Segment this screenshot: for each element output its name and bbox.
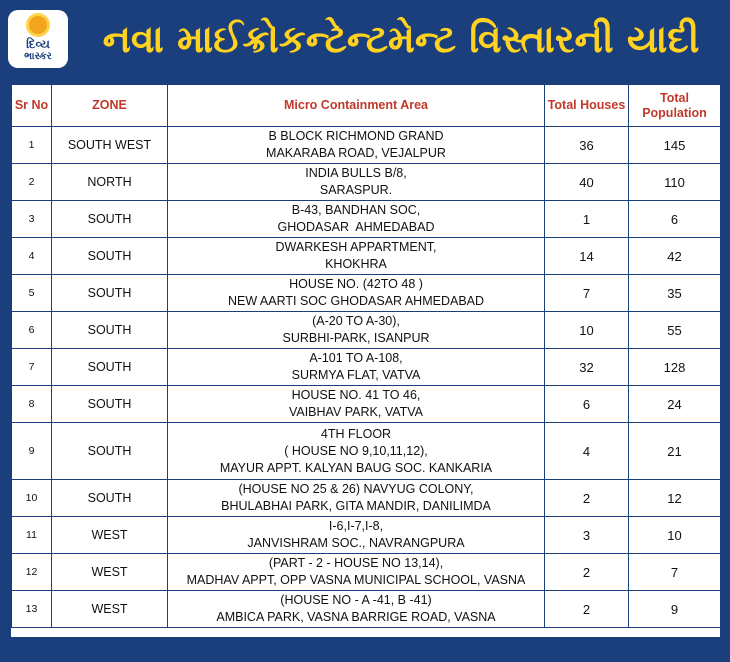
col-zone: ZONE: [52, 85, 168, 127]
cell-zone: NORTH: [52, 164, 168, 201]
cell-zone: WEST: [52, 591, 168, 628]
cell-area: [168, 480, 545, 517]
cell-total-houses: 2: [545, 554, 629, 591]
area-line: (HOUSE NO - A -41, B -41): [280, 593, 432, 607]
cell-area: [168, 238, 545, 275]
table-row: [12, 275, 721, 312]
table-row: [12, 164, 721, 201]
cell-sr-no: 1: [12, 127, 52, 164]
cell-total-population: 21: [629, 423, 721, 480]
cell-zone: WEST: [52, 554, 168, 591]
divya-bhaskar-logo: [8, 10, 68, 68]
cell-area: [168, 164, 545, 201]
area-line: A-101 TO A-108,: [309, 351, 403, 365]
cell-sr-no: 9: [12, 423, 52, 480]
table-row: [12, 591, 721, 628]
cell-sr-no: 11: [12, 517, 52, 554]
header-banner: [0, 0, 730, 78]
cell-zone: SOUTH: [52, 423, 168, 480]
cell-zone: SOUTH: [52, 275, 168, 312]
area-line: INDIA BULLS B/8,: [305, 166, 407, 180]
area-line: SURMYA FLAT, VATVA: [291, 368, 421, 382]
cell-sr-no: 4: [12, 238, 52, 275]
cell-total-population: 145: [629, 127, 721, 164]
col-houses: Total Houses: [545, 85, 629, 127]
area-line: NEW AARTI SOC GHODASAR AHMEDABAD: [227, 294, 485, 308]
area-line: ( HOUSE NO 9,10,11,12),: [284, 443, 428, 458]
area-line: (A-20 TO A-30),: [312, 314, 400, 328]
cell-area: [168, 423, 545, 480]
cell-area: [168, 275, 545, 312]
logo-line-2: ભાસ્કર: [24, 51, 52, 62]
cell-zone: SOUTH: [52, 201, 168, 238]
cell-area: [168, 517, 545, 554]
cell-area: [168, 591, 545, 628]
cell-zone: SOUTH WEST: [52, 127, 168, 164]
area-line: GHODASAR AHMEDABAD: [277, 220, 435, 234]
area-line: SARASPUR.: [319, 183, 393, 197]
table-row: [12, 423, 721, 480]
cell-total-population: 42: [629, 238, 721, 275]
cell-area: [168, 312, 545, 349]
logo-line-1: દિવ્ય: [26, 37, 50, 51]
cell-zone: SOUTH: [52, 312, 168, 349]
cell-total-population: 24: [629, 386, 721, 423]
cell-total-houses: 14: [545, 238, 629, 275]
table-row: [12, 386, 721, 423]
cell-sr-no: 13: [12, 591, 52, 628]
sun-icon: [29, 16, 47, 34]
cell-total-houses: 1: [545, 201, 629, 238]
table-row: [12, 127, 721, 164]
page-title: નવા માઈક્રોકન્ટેન્ટમેન્ટ વિસ્તારની યાદી: [102, 17, 700, 61]
cell-total-houses: 2: [545, 480, 629, 517]
footer-band: [0, 640, 730, 662]
area-line: HOUSE NO. (42TO 48 ): [289, 277, 423, 291]
area-line: MAYUR APPT. KALYAN BAUG SOC. KANKARIA: [219, 460, 493, 475]
area-line: B BLOCK RICHMOND GRAND: [268, 129, 444, 143]
cell-zone: SOUTH: [52, 386, 168, 423]
cell-total-population: 7: [629, 554, 721, 591]
cell-total-houses: 3: [545, 517, 629, 554]
area-line: AMBICA PARK, VASNA BARRIGE ROAD, VASNA: [216, 610, 496, 624]
cell-area: [168, 127, 545, 164]
area-line: HOUSE NO. 41 TO 46,: [291, 388, 421, 402]
area-line: SURBHI-PARK, ISANPUR: [282, 331, 430, 345]
area-line: B-43, BANDHAN SOC,: [291, 203, 421, 217]
table-row: [12, 517, 721, 554]
cell-total-houses: 7: [545, 275, 629, 312]
table-row: [12, 312, 721, 349]
cell-sr-no: 7: [12, 349, 52, 386]
area-line: MADHAV APPT, OPP VASNA MUNICIPAL SCHOOL, VASNA: [186, 573, 526, 587]
area-line: (PART - 2 - HOUSE NO 13,14),: [268, 556, 444, 570]
area-line: (HOUSE NO 25 & 26) NAVYUG COLONY,: [238, 482, 474, 496]
cell-total-houses: 32: [545, 349, 629, 386]
cell-sr-no: 3: [12, 201, 52, 238]
cell-area: [168, 201, 545, 238]
cell-total-houses: 36: [545, 127, 629, 164]
cell-total-houses: 40: [545, 164, 629, 201]
cell-zone: WEST: [52, 517, 168, 554]
cell-total-houses: 10: [545, 312, 629, 349]
area-line: MAKARABA ROAD, VEJALPUR: [266, 146, 446, 160]
cell-total-population: 128: [629, 349, 721, 386]
cell-zone: SOUTH: [52, 349, 168, 386]
cell-area: [168, 349, 545, 386]
area-line: I-6,I-7,I-8,: [328, 519, 384, 533]
cell-total-houses: 2: [545, 591, 629, 628]
area-line: BHULABHAI PARK, GITA MANDIR, DANILIMDA: [221, 499, 491, 513]
cell-sr-no: 2: [12, 164, 52, 201]
cell-total-population: 12: [629, 480, 721, 517]
cell-sr-no: 10: [12, 480, 52, 517]
containment-table: [11, 84, 721, 628]
table-row: [12, 201, 721, 238]
col-population: Total Population: [629, 85, 721, 127]
col-sr-no: Sr No: [12, 85, 52, 127]
col-area: Micro Containment Area: [168, 85, 545, 127]
cell-area: [168, 386, 545, 423]
cell-sr-no: 5: [12, 275, 52, 312]
area-line: KHOKHRA: [325, 257, 387, 271]
cell-total-houses: 4: [545, 423, 629, 480]
table-header-row: [12, 85, 721, 127]
table-body: [12, 127, 721, 628]
cell-total-population: 9: [629, 591, 721, 628]
area-line: DWARKESH APPARTMENT,: [275, 240, 437, 254]
cell-zone: SOUTH: [52, 238, 168, 275]
cell-total-population: 35: [629, 275, 721, 312]
cell-sr-no: 6: [12, 312, 52, 349]
area-line: 4TH FLOOR: [320, 426, 392, 441]
table-row: [12, 349, 721, 386]
containment-table-panel: [11, 84, 720, 637]
area-line: VAIBHAV PARK, VATVA: [288, 405, 424, 419]
area-line: JANVISHRAM SOC., NAVRANGPURA: [247, 536, 465, 550]
table-row: [12, 554, 721, 591]
cell-zone: SOUTH: [52, 480, 168, 517]
cell-total-houses: 6: [545, 386, 629, 423]
cell-total-population: 10: [629, 517, 721, 554]
cell-total-population: 110: [629, 164, 721, 201]
table-row: [12, 480, 721, 517]
table-row: [12, 238, 721, 275]
cell-total-population: 55: [629, 312, 721, 349]
cell-area: [168, 554, 545, 591]
cell-total-population: 6: [629, 201, 721, 238]
cell-sr-no: 8: [12, 386, 52, 423]
cell-sr-no: 12: [12, 554, 52, 591]
